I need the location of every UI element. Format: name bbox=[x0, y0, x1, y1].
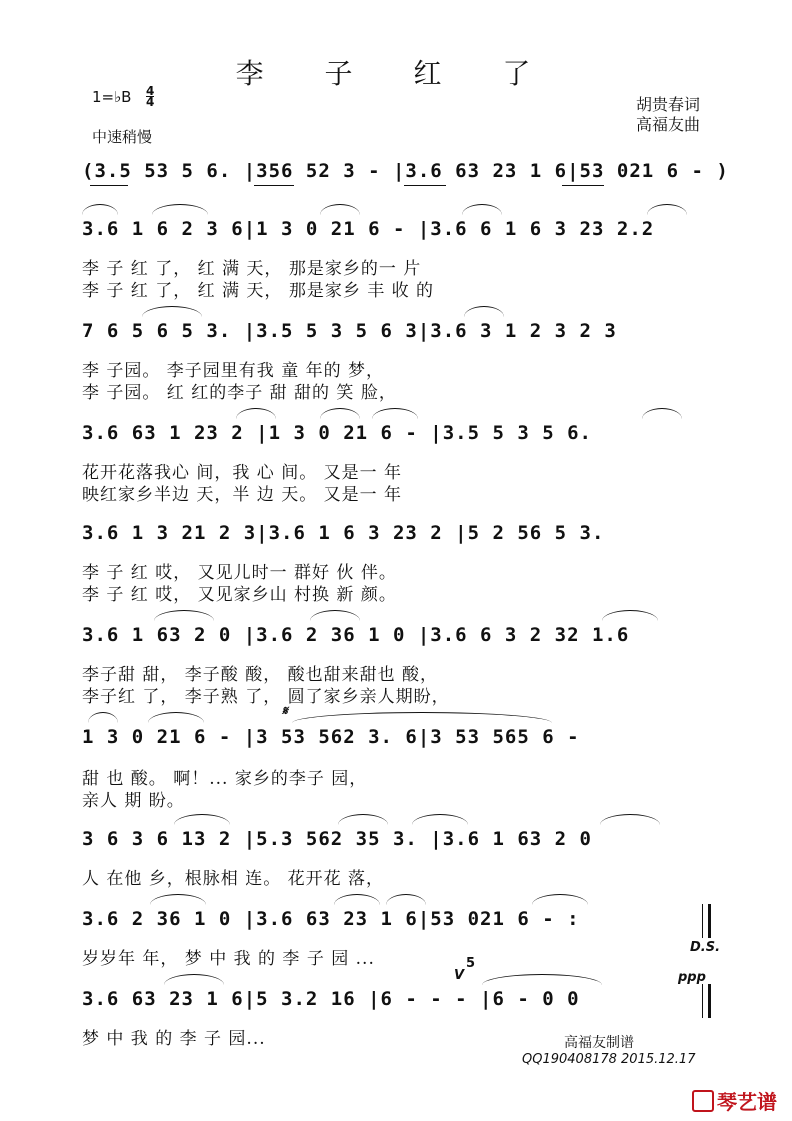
dal-segno-mark: D.S. bbox=[690, 940, 721, 955]
lyric-verse-2: 李 子 红 哎， 又见家乡山 村换 新 颜。 bbox=[82, 585, 397, 605]
logo-text: 琴艺谱 bbox=[717, 1090, 777, 1114]
notation: 1 3 0 21 6 - |3 53 562 3. 6|3 53 565 6 - bbox=[82, 726, 580, 748]
lyric-verse-1: 李 子园。 李子园里有我 童 年的 梦， bbox=[82, 361, 385, 381]
staff-line bbox=[82, 420, 712, 460]
notation: 3.6 63 23 1 6|5 3.2 16 |6 - - - |6 - 0 0 bbox=[82, 988, 580, 1010]
notation: 3.6 1 3 21 2 3|3.6 1 6 3 23 2 |5 2 56 5 3. bbox=[82, 522, 605, 544]
logo-icon bbox=[692, 1090, 714, 1112]
song-title: 李 子 红 了 bbox=[235, 57, 557, 90]
segno-sign: 𝄋 bbox=[282, 704, 288, 719]
lyric-verse-1: 李子甜 甜， 李子酸 酸， 酸也甜来甜也 酸， bbox=[82, 665, 439, 685]
transcriber-credit: 高福友制谱 bbox=[564, 1035, 634, 1051]
staff-line bbox=[82, 704, 712, 764]
lyric-verse-2: 李 子园。 红 红的李子 甜 甜的 笑 脸， bbox=[82, 383, 397, 403]
notation: 3.6 63 1 23 2 |1 3 0 21 6 - |3.5 5 3 5 6. bbox=[82, 422, 592, 444]
lyricist-credit: 胡贵春词 bbox=[635, 95, 700, 114]
lyric-verse-2: 李子红 了， 李子熟 了， 圆了家乡亲人期盼， bbox=[82, 687, 450, 707]
notation: 3 6 3 6 13 2 |5.3 562 35 3. |3.6 1 63 2 0 bbox=[82, 828, 592, 850]
staff-line bbox=[82, 906, 712, 946]
site-logo bbox=[692, 1086, 777, 1115]
lyric-verse-1: 甜 也 酸。 啊！... 家乡的李子 园， bbox=[82, 769, 368, 789]
lyric-verse-2: 映红家乡半边 天，半 边 天。 又是一 年 bbox=[82, 485, 403, 505]
lyric-verse-2: 李 子 红 了， 红 满 天， 那是家乡 丰 收 的 bbox=[82, 281, 435, 301]
dynamic-marking: ppp bbox=[678, 970, 706, 985]
contact-date: QQ190408178 2015.12.17 bbox=[522, 1052, 696, 1067]
notation: 7 6 5 6 5 3. |3.5 5 3 5 6 3|3.6 3 1 2 3 2 3 bbox=[82, 320, 617, 342]
notation: 3.6 2 36 1 0 |3.6 63 23 1 6|53 021 6 - : bbox=[82, 908, 580, 930]
composer-credit: 高福友曲 bbox=[635, 115, 700, 134]
staff-line bbox=[82, 158, 729, 198]
lyric-verse-1: 人 在他 乡，根脉相 连。 花开花 落， bbox=[82, 869, 385, 889]
tempo-marking: 中速稍慢 bbox=[92, 128, 153, 146]
lyric-verse-1: 花开花落我心 间，我 心 间。 又是一 年 bbox=[82, 463, 403, 483]
staff-line bbox=[82, 318, 712, 358]
fermata-number: 5 bbox=[466, 956, 476, 971]
lyric-verse-1: 李 子 红 哎， 又见儿时一 群好 伙 伴。 bbox=[82, 563, 397, 583]
notation: 3.6 1 63 2 0 |3.6 2 36 1 0 |3.6 6 3 2 32 1.6 bbox=[82, 624, 630, 646]
time-signature bbox=[146, 86, 154, 107]
lyric-verse-2: 亲人 期 盼。 bbox=[82, 791, 185, 811]
key-signature: 1=♭B bbox=[92, 88, 132, 106]
breath-mark: V bbox=[454, 968, 465, 983]
staff-line bbox=[82, 520, 712, 560]
lyric-verse-1: 李 子 红 了， 红 满 天， 那是家乡的一 片 bbox=[82, 259, 422, 279]
staff-line bbox=[82, 622, 712, 662]
meter-bottom: 4 bbox=[146, 95, 155, 109]
lyric-verse-1: 梦 中 我 的 李 子 园... bbox=[82, 1029, 266, 1049]
staff-line bbox=[82, 216, 712, 256]
lyric-verse-1: 岁岁年 年， 梦 中 我 的 李 子 园 ... bbox=[82, 949, 375, 969]
notation: (3.5 53 5 6. |356 52 3 - |3.6 63 23 1 6|53 021 6 - ) bbox=[82, 160, 729, 182]
meter-top: 4 bbox=[146, 84, 155, 98]
notation: 3.6 1 6 2 3 6|1 3 0 21 6 - |3.6 6 1 6 3 23 2.2 bbox=[82, 218, 655, 240]
staff-line bbox=[82, 826, 712, 866]
